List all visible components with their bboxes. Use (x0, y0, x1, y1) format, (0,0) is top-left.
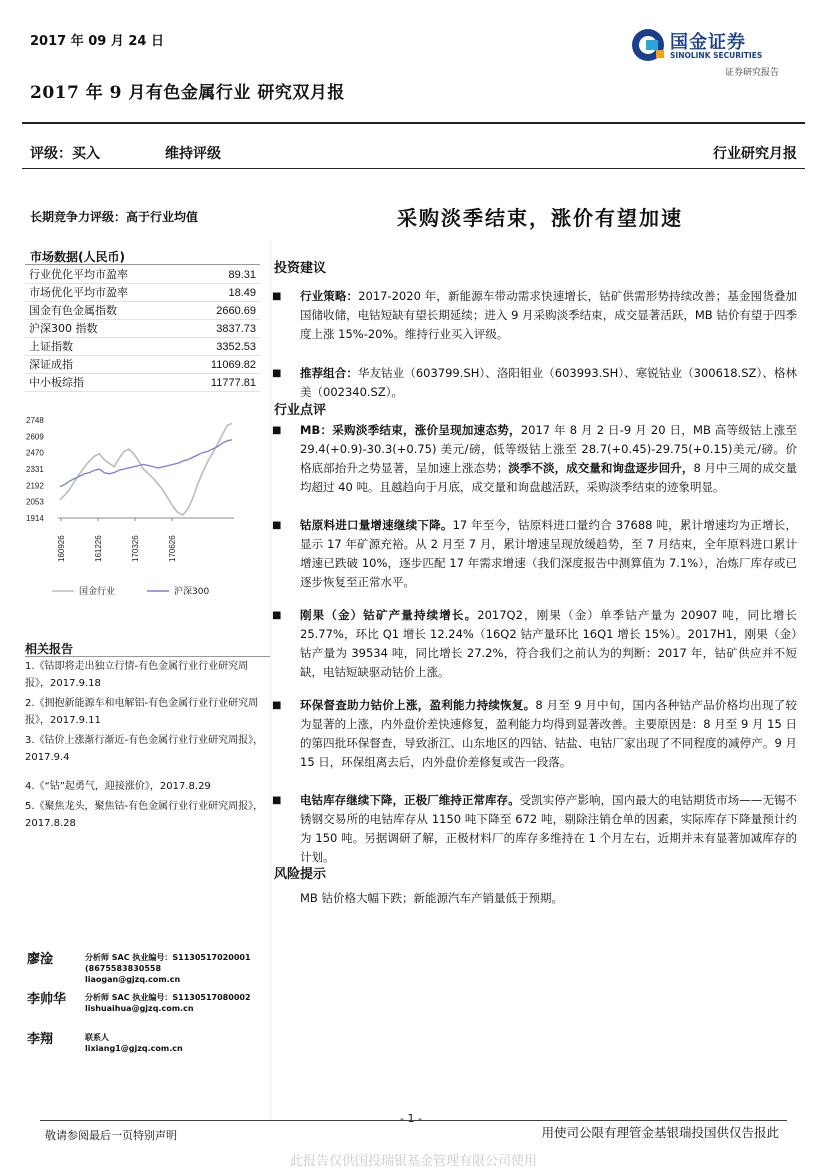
x-tick-label: 170326 (131, 535, 140, 562)
para-environment: 环保督查助力钴价上涨，盈利能力持续恢复。8 月至 9 月中旬，国内各种钴产品价格均出现了较为显著的上涨，内外盘价差快速修复，盈利能力均得到显著改善。主要原因是：8 月至 9 月 15 日的第四批环保督查，导致浙江、山东地区的四钴、钴盐、电钴厂家出现了不同程度的减停产。9 月 15 日，环保组离去后，内外盘价差修复或告一段落。 (300, 698, 797, 769)
bullet-icon (272, 367, 286, 381)
market-row: 深证成指 11069.82 (25, 356, 260, 374)
para-congo: 刚果（金）钴矿产量持续增长。2017Q2，刚果（金）单季钴产量为 20907 吨，同比增长 25.77%，环比 Q1 增长 12.24%（16Q2 钴产量环比 16Q1 增长 15%）。2017H1，刚果（金）钴产量为 39534 吨，同比增长 27.2%，符合我们之前认为的判断：2017 年，钴矿供应并不短缺，电钴短缺驱动钴价上涨。 (300, 608, 798, 679)
authors (25, 948, 285, 1068)
market-row: 国金有色金属指数 2660.69 (25, 302, 260, 320)
market-row: 行业优化平均市盈率 89.31 (25, 266, 260, 284)
footer-disclaimer: 敬请参阅最后一页特别声明 (45, 1129, 177, 1142)
market-row: 上证指数 3352.53 (25, 338, 260, 356)
para-mb: MB：采购淡季结束，涨价呈现加速态势，2017 年 8 月 2 日-9 月 20 日，MB 高等级钴上涨至 29.4(+0.9)-30.3(+0.75) 美元/磅，低等级钴上涨至 28.7(+0.45)-29.75(+0.15)美元/磅。价格底部抬升之势显著，呈加速上涨态势；淡季不淡，成交量和询盘逐步回升，8 月中三周的成交量均超过 40 吨。且越趋向于月底，成交量和询盘越活跃，采购淡季结束的迹象明显。 (300, 423, 797, 494)
legend-label: 国金行业 (79, 587, 116, 597)
report-date: 2017 年 09 月 24 日 (30, 34, 164, 49)
y-tick-label: 2192 (26, 481, 44, 491)
related-report-item[interactable]: 1.《钴即将走出独立行情-有色金属行业行业研究周报》，2017.9.18 (25, 661, 249, 689)
para-strategy: 行业策略：2017-2020 年，新能源车带动需求快速增长，钴矿供需形势持续改善；基金囤货叠加国储收储，电钴短缺有望长期延续；进入 9 月采购淡季结束，成交显著活跃，MB 钴价有望于四季度上涨 15%-20%。维持行业买入评级。 (300, 289, 797, 341)
headline: 采购淡季结束，涨价有望加速 (397, 206, 683, 230)
author-name: 廖淦 (27, 952, 54, 967)
market-data-table (25, 266, 260, 392)
y-tick-label: 2609 (26, 432, 44, 442)
header-rule-top (22, 122, 805, 124)
related-reports-title: 相关报告 (25, 642, 74, 656)
related-reports-list (25, 658, 270, 835)
bullet-icon (272, 609, 286, 623)
related-report-item[interactable]: 4.《“钴”起勇气，迎接涨价》，2017.8.29 (25, 781, 211, 792)
para-risk: MB 钴价格大幅下跌；新能源汽车产销量低于预期。 (300, 891, 563, 905)
column-divider (270, 240, 271, 1120)
bullet-icon (272, 699, 286, 713)
report-type: 行业研究月报 (713, 146, 797, 162)
x-tick-label: 160926 (57, 535, 66, 562)
para-import: 钴原料进口量增速继续下降。17 年至今，钴原料进口量约合 37688 吨，累计增速均为正增长，显示 17 年矿源充裕。从 2 月至 7 月，累计增速呈现放缓趋势，至 7 月结束，全年原料进口累计增速已跌破 10%，逐步匹配 17 年需求增速（我们深度报告中测算值为 7.1%），冶炼厂库存或已逐步恢复至正常水平。 (300, 518, 797, 589)
author-entry (25, 988, 285, 1028)
series-line-0 (60, 423, 232, 515)
market-row: 沪深300 指数 3837.73 (25, 320, 260, 338)
section-investment: 投资建议 (274, 261, 327, 276)
market-row: 中小板综指 11777.81 (25, 374, 260, 392)
rating: 评级：买入 (30, 146, 100, 162)
author-name: 李帅华 (27, 992, 67, 1007)
author-email[interactable]: lixiang1@gjzq.com.cn (85, 1044, 183, 1053)
related-report-item[interactable]: 3.《钴价上涨渐行渐近-有色金属行业行业研究周报》，2017.9.4 (25, 735, 264, 763)
author-email[interactable]: liaogan@gjzq.com.cn (85, 975, 181, 984)
price-chart (24, 410, 264, 610)
page-number: - 1 - (400, 1112, 422, 1125)
footer-notice: 用使司公限有理管金基银瑞投国供仅告报此 (541, 1125, 779, 1140)
bullet-icon (272, 290, 286, 304)
company-logo (630, 25, 800, 85)
bullet-icon (272, 794, 286, 808)
author-entry (25, 1028, 285, 1068)
author-info: 联系人 lixiang1@gjzq.com.cn (85, 1033, 183, 1053)
y-tick-label: 2470 (26, 448, 44, 458)
para-inventory: 电钴库存继续下降，正极厂维持正常库存。受凯实停产影响，国内最大的电钴期货市场——无锡不锈钢交易所的电钴库存从 1150 吨下降至 672 吨，剔除注销仓单的因素，实际库存下降量预计约为 150 吨。另据调研了解，正极材料厂的库存多维持在 1 个月左右，近期并未有显著加减库存的计划。 (300, 793, 797, 864)
author-email[interactable]: lishuaihua@gjzq.com.cn (85, 1004, 194, 1013)
author-info: 分析师 SAC 执业编号：S1130517020001 (8675583830558 liaogan@gjzq.com.cn (85, 953, 251, 984)
long-term-rating: 长期竞争力评级：高于行业均值 (30, 210, 199, 224)
author-entry (25, 948, 285, 988)
watermark: 此报告仅供国投瑞银基金管理有限公司使用 (289, 1154, 537, 1169)
x-tick-label: 161226 (94, 535, 103, 562)
market-row: 市场优化平均市盈率 18.49 (25, 284, 260, 302)
header-rule-bottom (22, 168, 805, 169)
price-chart-svg (24, 410, 264, 610)
logo-english: SINOLINK SECURITIES (670, 51, 763, 60)
author-info: 分析师 SAC 执业编号：S1130517080002 lishuaihua@gjzq.com.cn (85, 993, 251, 1013)
rating-keep: 维持评级 (165, 146, 221, 162)
section-comment: 行业点评 (274, 403, 327, 418)
bullet-icon (272, 424, 286, 438)
author-name: 李翔 (27, 1032, 54, 1047)
related-report-item[interactable]: 5.《聚焦龙头，聚焦钴-有色金属行业行业研究周报》，2017.8.28 (25, 801, 264, 829)
y-tick-label: 2053 (26, 497, 44, 507)
logo-subtitle: 证券研究报告 (725, 68, 780, 78)
report-title: 2017 年 9 月有色金属行业 研究双月报 (30, 83, 345, 103)
y-tick-label: 2331 (26, 465, 44, 474)
x-tick-label: 170626 (168, 535, 177, 562)
logo-name: 国金证券 (670, 32, 746, 53)
market-data-title: 市场数据(人民币) (30, 250, 125, 264)
y-tick-label: 1914 (26, 514, 44, 523)
para-portfolio: 推荐组合：华友钴业（603799.SH）、洛阳钼业（603993.SH）、寒锐钴业（300618.SZ）、格林美（002340.SZ）。 (300, 366, 797, 399)
section-risk: 风险提示 (274, 867, 327, 882)
y-tick-label: 2748 (26, 416, 44, 425)
related-report-item[interactable]: 2.《拥抱新能源车和电解铝-有色金属行业行业研究周报》，2017.9.11 (25, 698, 259, 726)
logo-mark-icon (630, 27, 666, 63)
legend-label: 沪深300 (174, 587, 210, 597)
related-rule (25, 656, 270, 657)
bullet-icon (272, 519, 286, 533)
footer-rule (40, 1120, 787, 1121)
market-table-rule (25, 264, 260, 265)
